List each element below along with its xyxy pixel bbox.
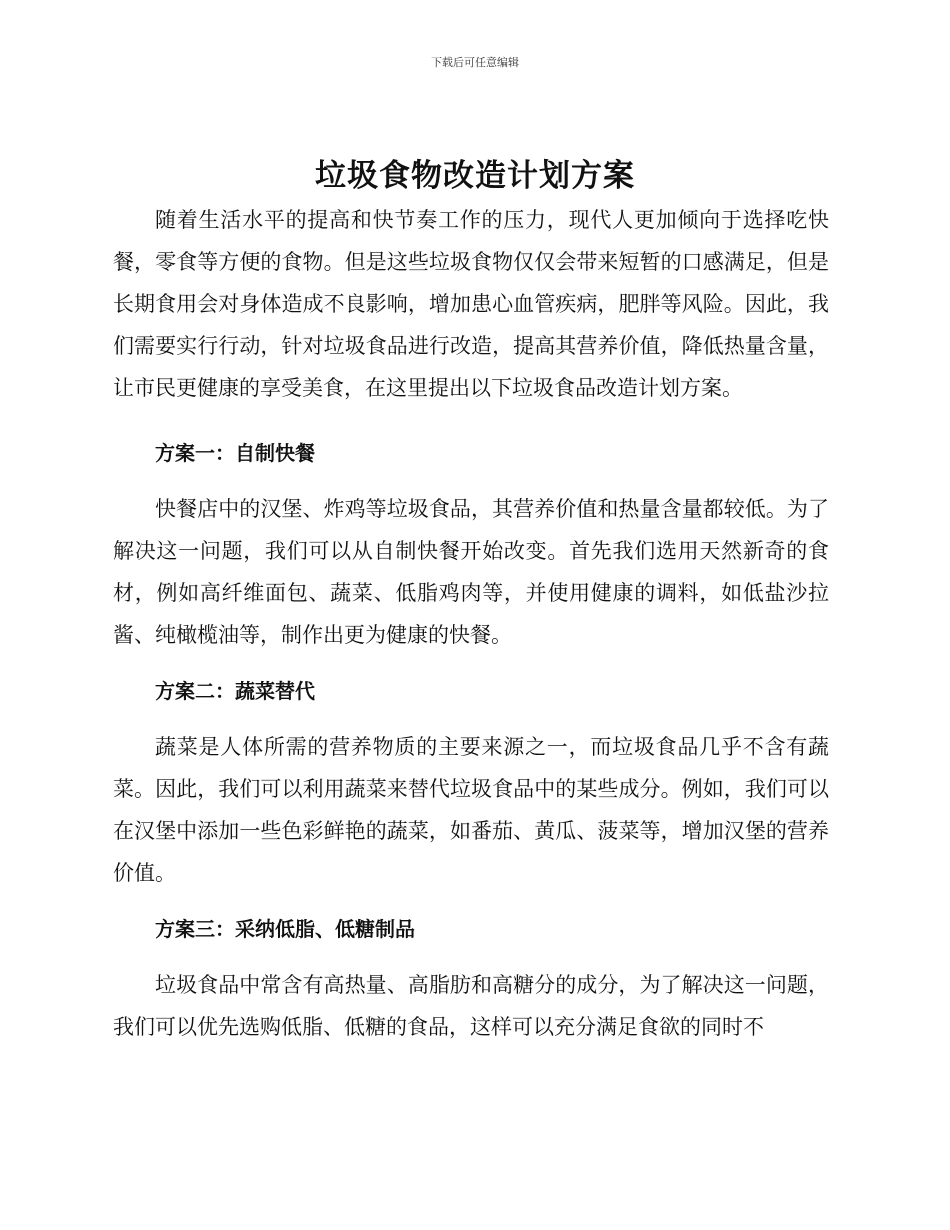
section-paragraph-2: 蔬菜是人体所需的营养物质的主要来源之一，而垃圾食品几乎不含有蔬菜。因此，我们可以利用蔬菜来替代垃圾食品中的某些成分。例如，我们可以在汉堡中添加一些色彩鲜艳的蔬菜，如番茄、黄瓜、菠菜等，增加汉堡的营养价值。	[113, 735, 829, 885]
page-header-note: 下载后可任意编辑	[431, 56, 519, 69]
section-heading-2: 方案二：蔬菜替代	[155, 679, 315, 703]
intro-paragraph: 随着生活水平的提高和快节奏工作的压力，现代人更加倾向于选择吃快餐，零食等方便的食物。但是这些垃圾食物仅仅会带来短暂的口感满足，但是长期食用会对身体造成不良影响，增加患心血管疾病，肥胖等风险。因此，我们需要实行行动，针对垃圾食品进行改造，提高其营养价值，降低热量含量，让市民更健康的享受美食，在这里提出以下垃圾食品改造计划方案。	[113, 208, 829, 400]
section-heading-1: 方案一：自制快餐	[155, 441, 315, 465]
section-paragraph-1: 快餐店中的汉堡、炸鸡等垃圾食品，其营养价值和热量含量都较低。为了解决这一问题，我们可以从自制快餐开始改变。首先我们选用天然新奇的食材，例如高纤维面包、蔬菜、低脂鸡肉等，并使用健康的调料，如低盐沙拉酱、纯橄榄油等，制作出更为健康的快餐。	[113, 497, 829, 647]
section-heading-3: 方案三：采纳低脂、低糖制品	[155, 917, 415, 941]
document-body	[113, 199, 829, 1048]
section-paragraph-3: 垃圾食品中常含有高热量、高脂肪和高糖分的成分，为了解决这一问题，我们可以优先选购低脂、低糖的食品，这样可以充分满足食欲的同时不	[113, 973, 829, 1039]
page-title: 垃圾食物改造计划方案	[315, 158, 635, 194]
